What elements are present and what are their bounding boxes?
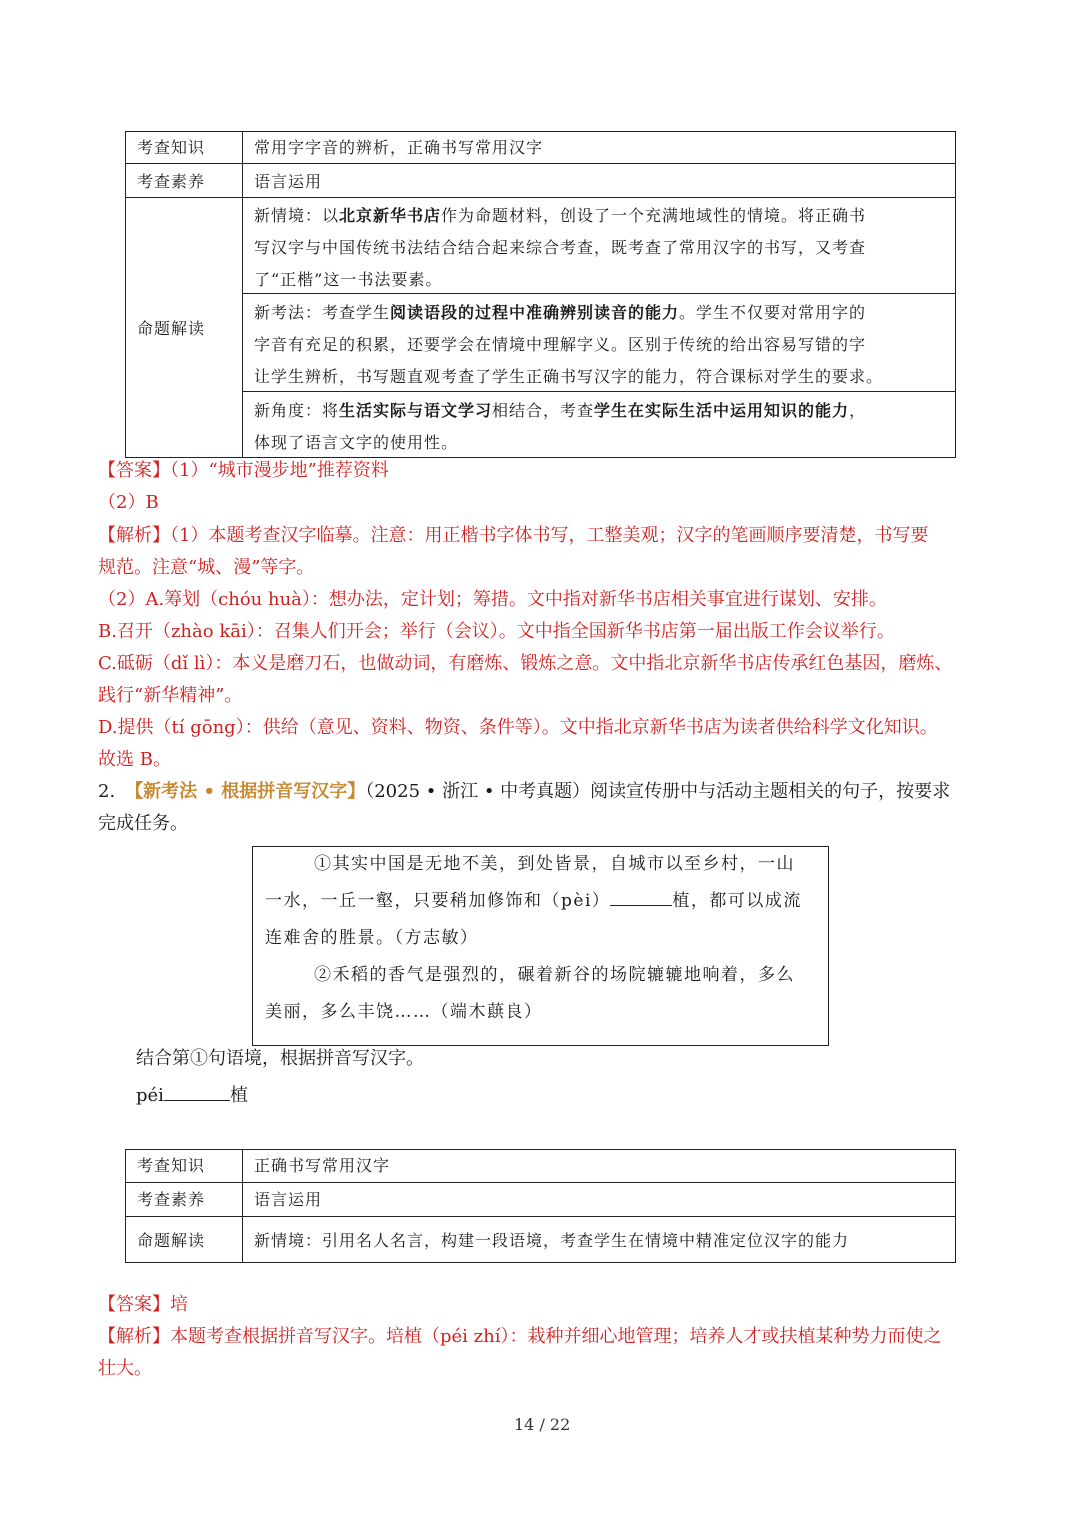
new-angle-line-2: 体现了语言文字的使用性。 [254, 433, 459, 452]
passage-2-line-2: 美丽，多么丰饶……（端木蕻良） [265, 1002, 543, 1022]
analysis-1-line-2: 规范。注意“城、漫”等字。 [98, 557, 315, 578]
passage-blank [610, 905, 672, 906]
task-instruction: 结合第①句语境，根据拼音写汉字。 [136, 1048, 424, 1069]
table2-content-literacy: 语言运用 [254, 1190, 323, 1209]
analysis-1-line-6: 践行“新华精神”。 [98, 685, 243, 706]
question-2-line-1: 2. 【新考法 • 根据拼音写汉字】（2025 • 浙江 • 中考真题）阅读宣传册中与活动主题相关的句子，按要求 [98, 781, 951, 802]
new-situation-line-1: 新情境：以北京新华书店作为命题材料，创设了一个充满地域性的情境。将正确书 [254, 206, 867, 225]
answer-1-line-2: （2）B [98, 492, 159, 513]
analysis-2-line-1: 【解析】本题考查根据拼音写汉字。培植（péi zhí）：栽种并细心地管理；培养人才或扶植某种势力而使之 [98, 1326, 942, 1347]
table1-content-knowledge: 常用字字音的辨析，正确书写常用汉字 [254, 138, 544, 157]
analysis-1-line-4: B.召开（zhào kāi）：召集人们开会；举行（会议）。文中指全国新华书店第一届出版工作会议举行。 [98, 621, 895, 642]
table1-label-interpretation: 命题解读 [137, 319, 206, 338]
table2-label-interpretation: 命题解读 [137, 1231, 206, 1250]
table2-label-literacy: 考查素养 [137, 1190, 206, 1209]
answer-prompt: péi 植 [136, 1085, 248, 1106]
analysis-1-line-7: D.提供（tí gōng）：供给（意见、资料、物资、条件等）。文中指北京新华书店为读者供给科学文化知识。 [98, 717, 938, 738]
passage-1-line-2: 一水，一丘一壑，只要稍加修饰和（pèi） 植，都可以成流 [265, 891, 802, 911]
passage-2-line-1: ②禾稻的香气是强烈的，碾着新谷的场院辘辘地响着，多么 [314, 965, 795, 985]
new-method-line-2: 字音有充足的积累，还要学会在情境中理解字义。区别于传统的给出容易写错的字 [254, 335, 867, 354]
analysis-1-line-5: C.砥砺（dǐ lì）：本义是磨刀石，也做动词，有磨炼、锻炼之意。文中指北京新华书店传承红色基因，磨炼、 [98, 653, 953, 674]
page-number: 14 / 22 [514, 1415, 571, 1434]
analysis-1-line-8: 故选 B。 [98, 749, 171, 770]
table2-label-knowledge: 考查知识 [137, 1156, 206, 1175]
passage-1-line-3: 连难舍的胜景。（方志敏） [265, 928, 479, 948]
new-situation-line-3: 了“正楷”这一书法要素。 [254, 270, 443, 289]
question-tag: 【新考法 • 根据拼音写汉字】 [125, 781, 366, 802]
answer-blank[interactable] [164, 1100, 230, 1101]
answer-1-line-1: 【答案】（1）“城市漫步地”推荐资料 [98, 460, 389, 481]
question-number: 2. [98, 781, 116, 802]
table2-content-interpretation: 新情境：引用名人名言，构建一段语境，考查学生在情境中精准定位汉字的能力 [254, 1231, 850, 1250]
new-method-line-3: 让学生辨析，书写题直观考查了学生正确书写汉字的能力，符合课标对学生的要求。 [254, 367, 884, 386]
new-method-line-1: 新考法：考查学生阅读语段的过程中准确辨别读音的能力。学生不仅要对常用字的 [254, 303, 867, 322]
table1-content-literacy: 语言运用 [254, 172, 323, 191]
table1-label-literacy: 考查素养 [137, 172, 206, 191]
question-2-line-2: 完成任务。 [98, 813, 188, 834]
new-situation-line-2: 写汉字与中国传统书法结合结合起来综合考查，既考查了常用汉字的书写，又考查 [254, 238, 867, 257]
new-angle-line-1: 新角度：将生活实际与语文学习相结合，考查学生在实际生活中运用知识的能力， [254, 401, 867, 420]
analysis-1-line-1: 【解析】（1）本题考查汉字临摹。注意：用正楷书字体书写，工整美观；汉字的笔画顺序要清楚，书写要 [98, 525, 929, 546]
analysis-1-line-3: （2）A.筹划（chóu huà）：想办法，定计划；筹措。文中指对新华书店相关事宜进行谋划、安排。 [98, 589, 887, 610]
analysis-2-line-2: 壮大。 [98, 1358, 152, 1379]
answer-2: 【答案】培 [98, 1294, 188, 1315]
passage-1-line-1: ①其实中国是无地不美，到处皆景，自城市以至乡村，一山 [314, 854, 795, 874]
table2-content-knowledge: 正确书写常用汉字 [254, 1156, 391, 1175]
table1-label-knowledge: 考查知识 [137, 138, 206, 157]
